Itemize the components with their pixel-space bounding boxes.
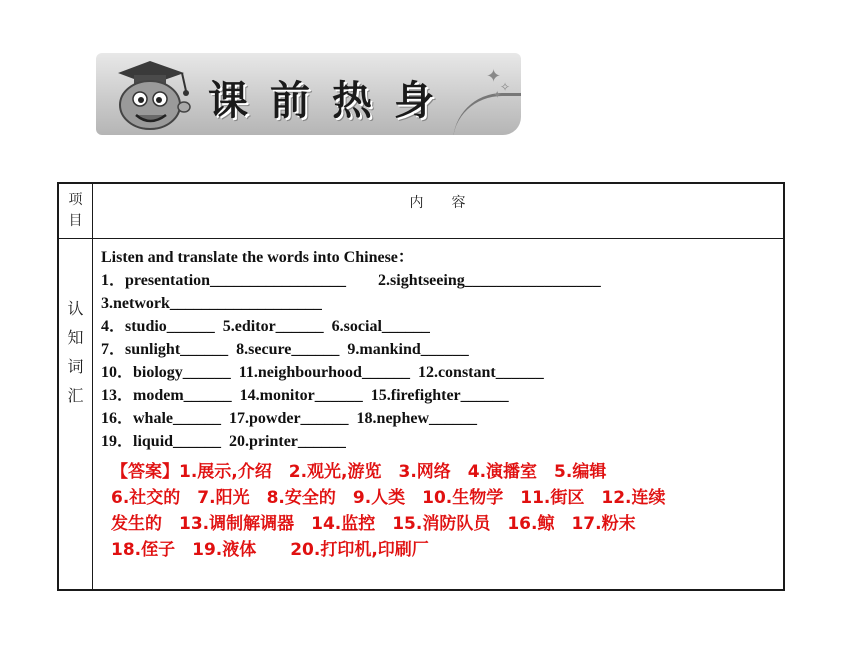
sparkle-star-icon: ✦ xyxy=(486,66,502,87)
banner-curve-decoration xyxy=(453,93,521,135)
row-label-vocabulary: 认 知 词 汇 xyxy=(67,299,84,405)
section-banner xyxy=(96,53,521,135)
answer-block xyxy=(111,459,771,563)
column-divider xyxy=(92,184,93,589)
answer-line: 18.侄子 19.液体 20.打印机,印刷厂 xyxy=(111,540,429,560)
answer-line: 发生的 13.调制解调器 14.监控 15.消防队员 16.鲸 17.粉末 xyxy=(111,514,636,534)
header-item-cell: 项 目 xyxy=(68,192,83,229)
instruction-text: Listen and translate the words into Chinese： xyxy=(101,249,414,266)
header-content-cell: 内 容 xyxy=(409,195,466,211)
word-line: 3.network___________________ xyxy=(101,295,322,312)
exercise-content xyxy=(101,246,777,453)
sparkle-star-icon: ✧ xyxy=(500,80,511,94)
word-line: 19．liquid______ 20.printer______ xyxy=(101,433,346,450)
sparkle-star-icon: ✦ xyxy=(493,90,502,101)
word-line: 1．presentation_________________ 2.sightseeing_________________ xyxy=(101,272,601,289)
banner-title: 课前热身 xyxy=(208,78,456,124)
mascot-graduate-icon xyxy=(104,55,192,135)
word-line: 10．biology______ 11.neighbourhood______ 12.constant______ xyxy=(101,364,544,381)
word-line: 4．studio______ 5.editor______ 6.social______ xyxy=(101,318,430,335)
word-line: 16．whale______ 17.powder______ 18.nephew______ xyxy=(101,410,478,427)
row-divider xyxy=(59,238,783,239)
vocabulary-table xyxy=(57,182,785,591)
answer-line: 6.社交的 7.阳光 8.安全的 9.人类 10.生物学 11.街区 12.连续 xyxy=(111,488,666,508)
word-line: 13．modem______ 14.monitor______ 15.firefighter______ xyxy=(101,387,509,404)
word-line: 7．sunlight______ 8.secure______ 9.mankind______ xyxy=(101,341,469,358)
answer-line: 【答案】1.展示,介绍 2.观光,游览 3.网络 4.演播室 5.编辑 xyxy=(111,462,607,482)
